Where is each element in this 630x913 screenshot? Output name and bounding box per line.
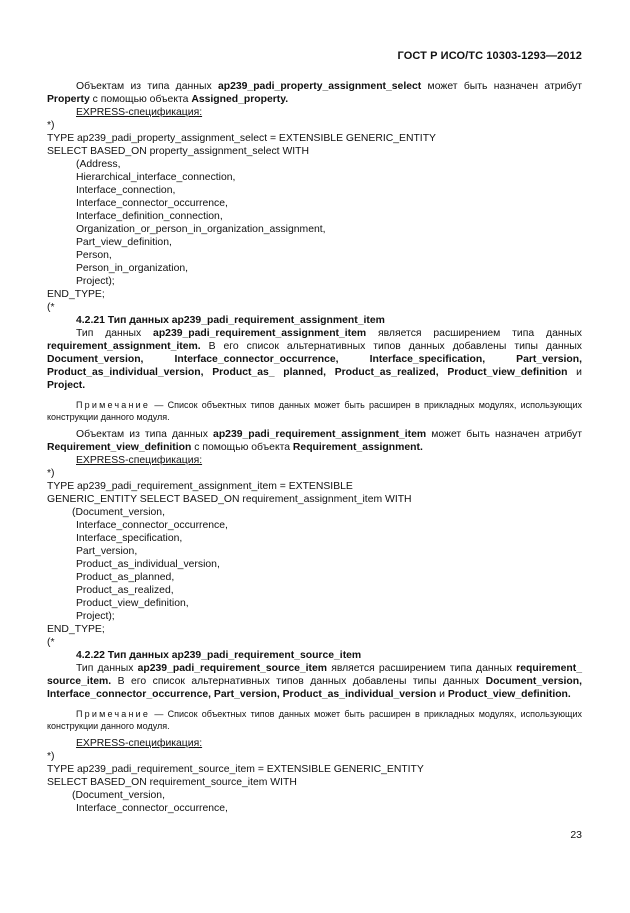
text-run: с помощью объекта (89, 94, 192, 105)
text-run: может быть назначен атрибут (426, 429, 582, 440)
code-line: TYPE ap239_padi_requirement_assignment_item = EXTENSIBLE (47, 481, 353, 492)
code-item: Organization_or_person_in_organization_assignment, (76, 224, 326, 235)
express-spec-label: EXPRESS-спецификация: (76, 738, 203, 749)
type-list: Document_version, Interface_connector_occurrence, Part_version, Product_as_individual_version (47, 676, 582, 700)
paragraph-requirement-assignment (47, 327, 582, 392)
attribute-name: Property (47, 94, 90, 105)
text-run: Тип данных (76, 663, 138, 674)
type-name: requirement_ source_item. (47, 663, 583, 687)
note-label: Примечание (76, 400, 151, 410)
text-run: с помощью объекта (191, 442, 293, 453)
code-item: Part_view_definition, (76, 237, 172, 248)
paragraph-property-assignment (47, 80, 582, 106)
code-line: *) (47, 468, 55, 479)
code-line: END_TYPE; (47, 624, 105, 635)
text-run: и (567, 367, 582, 378)
type-name: ap239_padi_requirement_assignment_item (213, 429, 427, 440)
entity-name: Assigned_property. (191, 94, 289, 105)
code-item: (Document_version, (72, 790, 165, 801)
heading-type-name: ap239_padi_requirement_assignment_item (171, 315, 385, 326)
code-item: Interface_connector_occurrence, (76, 198, 228, 209)
type-name: ap239_padi_requirement_source_item (137, 663, 328, 674)
code-line: (* (47, 637, 55, 648)
note-text: — Список объектных типов данных может быть расширен в прикладных модулях, использующих конструкции данного модуля. (47, 709, 582, 731)
code-item: Product_as_planned, (76, 572, 175, 583)
code-line: *) (47, 120, 55, 131)
code-line: GENERIC_ENTITY SELECT BASED_ON requirement_assignment_item WITH (47, 494, 412, 505)
type-name: Project. (47, 380, 86, 391)
code-line: TYPE ap239_padi_property_assignment_select = EXTENSIBLE GENERIC_ENTITY (47, 133, 436, 144)
heading-text: Тип данных (104, 650, 172, 661)
type-name: ap239_padi_property_assignment_select (217, 81, 422, 92)
type-name: ap239_padi_requirement_assignment_item (153, 328, 367, 339)
code-item: Project); (76, 611, 115, 622)
text-run: и (436, 689, 448, 700)
code-item: Person_in_organization, (76, 263, 189, 274)
text-run: является расширением типа данных (327, 663, 517, 674)
code-line: SELECT BASED_ON requirement_source_item WITH (47, 777, 297, 788)
code-item: (Address, (76, 159, 121, 170)
express-spec-label: EXPRESS-спецификация: (76, 107, 203, 118)
note-label: Примечание (76, 709, 151, 719)
section-heading-4-2-21 (47, 314, 582, 327)
text-run: Объектам из типа данных (76, 81, 218, 92)
text-run: является расширением типа данных (366, 328, 582, 339)
section-heading-4-2-22 (47, 649, 582, 662)
paragraph-requirement-view (47, 428, 582, 454)
note (47, 708, 582, 732)
code-line: TYPE ap239_padi_requirement_source_item = EXTENSIBLE GENERIC_ENTITY (47, 764, 424, 775)
code-item: Part_version, (76, 546, 138, 557)
code-line: *) (47, 751, 55, 762)
note (47, 399, 582, 423)
code-item: Project); (76, 276, 115, 287)
code-item: Product_view_definition, (76, 598, 189, 609)
code-item: Interface_specification, (76, 533, 183, 544)
code-item: Hierarchical_interface_connection, (76, 172, 236, 183)
express-spec-label: EXPRESS-спецификация: (76, 455, 203, 466)
code-line: END_TYPE; (47, 289, 105, 300)
note-text: — Список объектных типов данных может быть расширен в прикладных модулях, использующих конструкции данного модуля. (47, 400, 582, 422)
text-run: может быть назначен атрибут (421, 81, 582, 92)
code-item: (Document_version, (72, 507, 165, 518)
code-item: Person, (76, 250, 112, 261)
code-item: Product_as_individual_version, (76, 559, 220, 570)
code-item: Product_as_realized, (76, 585, 174, 596)
heading-number: 4.2.22 (76, 650, 105, 661)
text-run: В его список альтернативных типов данных добавлены типы данных (200, 341, 582, 352)
heading-text: Тип данных (104, 315, 172, 326)
code-item: Interface_definition_connection, (76, 211, 223, 222)
code-item: Interface_connector_occurrence, (76, 803, 228, 814)
heading-number: 4.2.21 (76, 315, 105, 326)
heading-type-name: ap239_padi_requirement_source_item (171, 650, 362, 661)
text-run: Объектам из типа данных (76, 429, 214, 440)
page-number: 23 (570, 829, 582, 841)
text-run: Тип данных (76, 328, 154, 339)
paragraph-requirement-source (47, 662, 582, 701)
entity-name: Requirement_assignment. (292, 442, 423, 453)
type-name: requirement_assignment_item. (47, 341, 201, 352)
code-item: Interface_connector_occurrence, (76, 520, 228, 531)
type-name: Product_view_definition. (447, 689, 571, 700)
code-line: (* (47, 302, 55, 313)
type-list: Document_version, Interface_connector_occurrence, Interface_specification, Part_version, Product_as_individual_version, Product_as_ planned, Product_as_realized, Product_view_definition (47, 354, 582, 378)
document-id-header: ГОСТ Р ИСО/ТС 10303-1293—2012 (397, 50, 582, 62)
code-item: Interface_connection, (76, 185, 176, 196)
text-run: В его список альтернативных типов данных добавлены типы данных (111, 676, 486, 687)
document-body (47, 80, 582, 815)
code-line: SELECT BASED_ON property_assignment_select WITH (47, 146, 309, 157)
attribute-name: Requirement_view_definition (47, 442, 192, 453)
